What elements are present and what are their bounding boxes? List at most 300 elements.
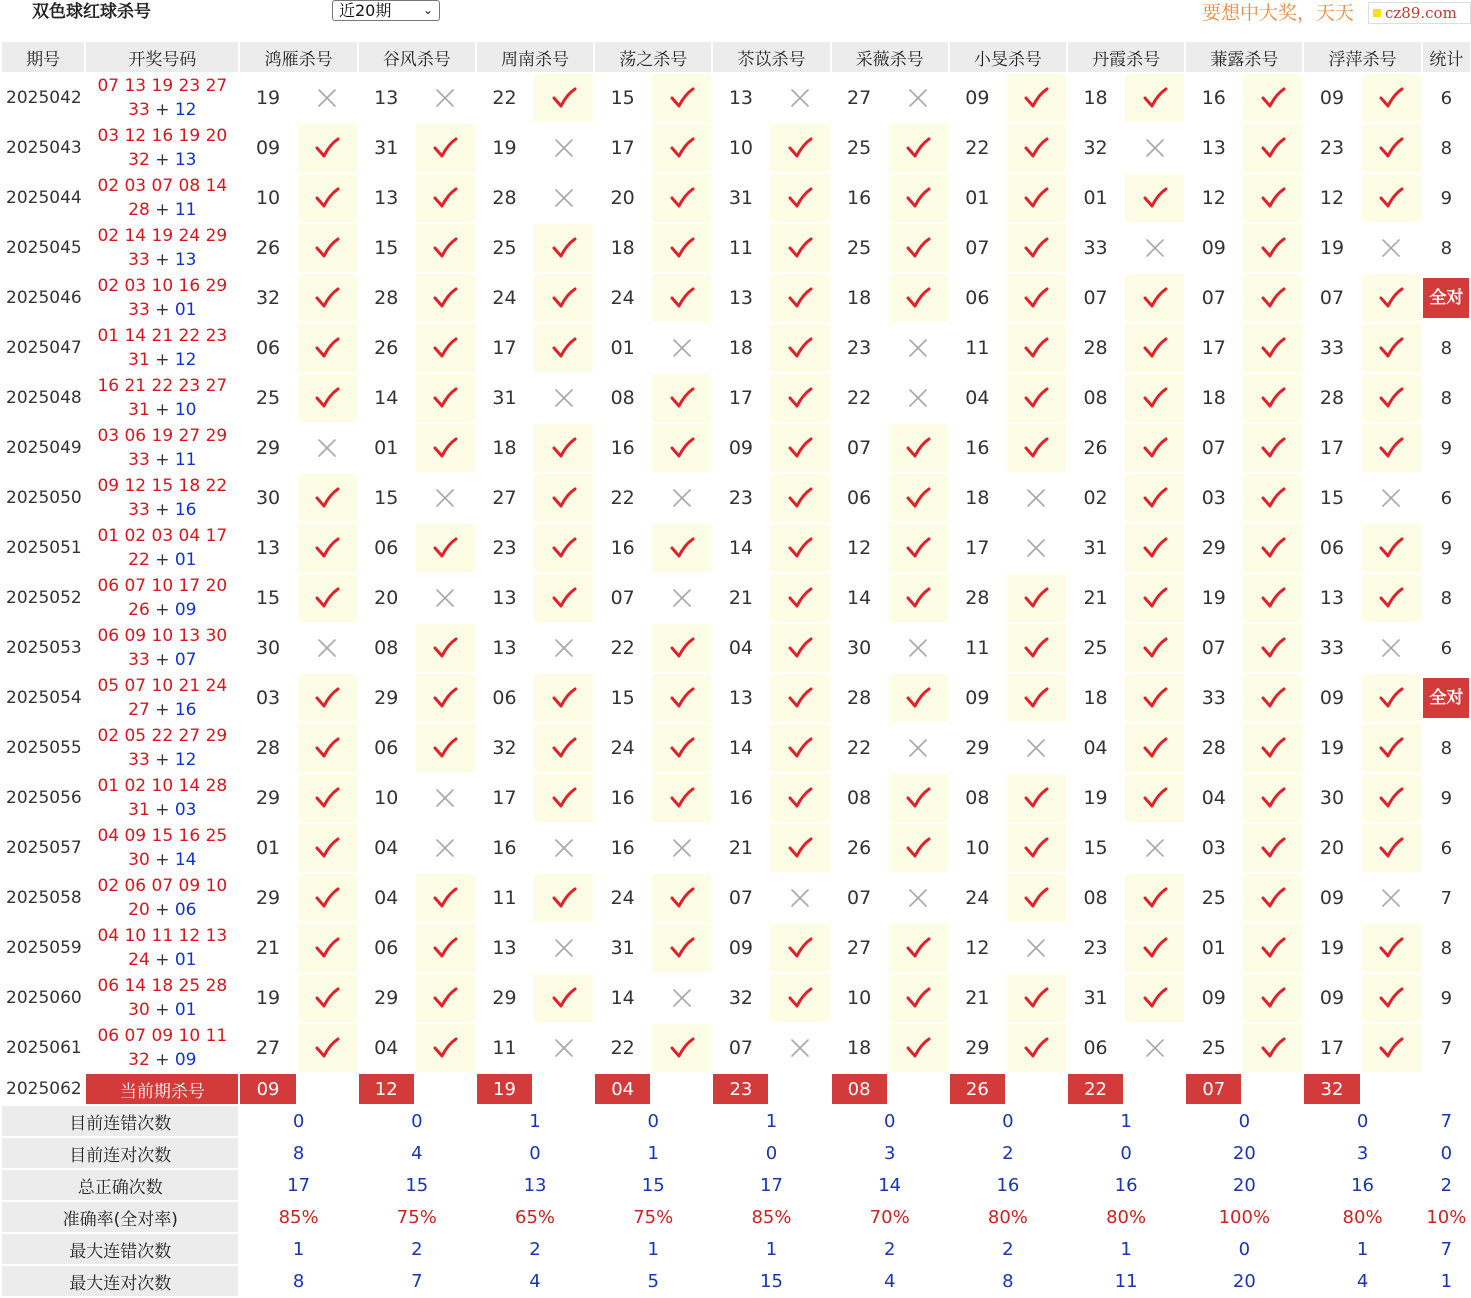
- current-kill-number: 07: [1186, 1074, 1241, 1104]
- plus-sign: +: [155, 950, 170, 970]
- draw-blue-ball: 01: [174, 550, 197, 570]
- draw-second-line: [86, 648, 238, 672]
- draw-numbers-cell: [86, 674, 238, 722]
- expert-pick: 16: [595, 774, 650, 822]
- stat-cell: 6: [1423, 624, 1470, 672]
- plus-sign: +: [155, 850, 170, 870]
- hit-mark: [1007, 424, 1066, 472]
- hit-mark: [534, 524, 593, 572]
- hit-mark: [416, 624, 475, 672]
- all-correct-badge: 全对: [1423, 278, 1469, 318]
- check-icon: [314, 736, 340, 760]
- hit-mark: [1362, 424, 1421, 472]
- draw-blue-ball: 01: [174, 1000, 197, 1020]
- check-icon: [314, 886, 340, 910]
- summary-value: 0: [713, 1138, 829, 1168]
- check-icon: [1023, 636, 1049, 660]
- table-body: [2, 74, 1470, 1296]
- plus-sign: +: [155, 750, 170, 770]
- expert-pick: 21: [240, 924, 295, 972]
- site-logo[interactable]: [1368, 2, 1471, 24]
- hit-mark: [770, 424, 829, 472]
- hit-mark: [298, 874, 357, 922]
- plus-sign: +: [155, 400, 170, 420]
- summary-value: 0: [950, 1106, 1066, 1136]
- draw-blue-ball: 12: [174, 750, 197, 770]
- hit-mark: [1007, 1024, 1066, 1072]
- hit-mark: [1362, 774, 1421, 822]
- hit-mark: [534, 274, 593, 322]
- current-blank: [1007, 1074, 1066, 1104]
- hit-mark: [534, 774, 593, 822]
- hit-mark: [652, 924, 711, 972]
- expert-pick: 31: [1068, 974, 1123, 1022]
- check-icon: [551, 336, 577, 360]
- cross-icon: [672, 988, 692, 1008]
- check-icon: [1260, 186, 1286, 210]
- expert-pick: 28: [950, 574, 1005, 622]
- expert-pick: 27: [832, 924, 887, 972]
- expert-pick: 15: [359, 224, 414, 272]
- check-icon: [1260, 586, 1286, 610]
- expert-pick: 10: [832, 974, 887, 1022]
- expert-pick: 10: [713, 124, 768, 172]
- hit-mark: [652, 74, 711, 122]
- expert-pick: 32: [1068, 124, 1123, 172]
- draw-red-balls: 02 06 07 09 10: [97, 876, 228, 896]
- draw-red-balls: 03 12 16 19 20: [97, 126, 228, 146]
- summary-value: 16: [1068, 1170, 1184, 1200]
- expert-pick: 17: [1304, 424, 1359, 472]
- expert-pick: 16: [950, 424, 1005, 472]
- issue-cell: 2025042: [2, 74, 84, 122]
- cross-icon: [1026, 938, 1046, 958]
- check-icon: [905, 186, 931, 210]
- summary-value: 1: [477, 1106, 593, 1136]
- draw-red-ball-6: 22: [128, 550, 150, 570]
- check-icon: [1378, 436, 1404, 460]
- hit-mark: [770, 524, 829, 572]
- draw-red-ball-6: 33: [128, 300, 150, 320]
- draw-second-line: [86, 448, 238, 472]
- check-icon: [1142, 286, 1168, 310]
- hit-mark: [652, 224, 711, 272]
- cross-icon: [554, 388, 574, 408]
- check-icon: [1023, 236, 1049, 260]
- hit-mark: [416, 324, 475, 372]
- expert-pick: 11: [477, 1024, 532, 1072]
- summary-value: 4: [477, 1266, 593, 1296]
- plus-sign: +: [155, 900, 170, 920]
- issue-cell: 2025047: [2, 324, 84, 372]
- period-select[interactable]: [332, 0, 440, 21]
- logo-dot-icon: [1373, 9, 1381, 17]
- current-issue-number: 2025062: [2, 1074, 84, 1104]
- hit-mark: [298, 124, 357, 172]
- check-icon: [551, 86, 577, 110]
- expert-pick: 13: [1304, 574, 1359, 622]
- expert-pick: 21: [713, 574, 768, 622]
- summary-value: 8: [950, 1266, 1066, 1296]
- hit-mark: [534, 474, 593, 522]
- hit-mark: [416, 424, 475, 472]
- miss-mark: [770, 874, 829, 922]
- draw-blue-ball: 01: [174, 950, 197, 970]
- hit-mark: [298, 224, 357, 272]
- plus-sign: +: [155, 100, 170, 120]
- table-row: [2, 674, 1470, 722]
- table-row: [2, 474, 1470, 522]
- expert-pick: 29: [1186, 524, 1241, 572]
- check-icon: [1260, 536, 1286, 560]
- expert-pick: 18: [1186, 374, 1241, 422]
- check-icon: [1142, 536, 1168, 560]
- miss-mark: [1007, 724, 1066, 772]
- expert-pick: 18: [832, 274, 887, 322]
- expert-pick: 10: [359, 774, 414, 822]
- hit-mark: [652, 674, 711, 722]
- expert-pick: 06: [240, 324, 295, 372]
- expert-pick: 30: [240, 474, 295, 522]
- expert-pick: 10: [950, 824, 1005, 872]
- col-header-expert: 浮萍杀号: [1304, 42, 1420, 72]
- current-blank: [889, 1074, 948, 1104]
- plus-sign: +: [155, 600, 170, 620]
- hit-mark: [1362, 174, 1421, 222]
- draw-blue-ball: 07: [174, 650, 197, 670]
- expert-pick: 18: [1068, 674, 1123, 722]
- check-icon: [1260, 836, 1286, 860]
- plus-sign: +: [155, 300, 170, 320]
- check-icon: [1260, 786, 1286, 810]
- summary-value: 15: [713, 1266, 829, 1296]
- miss-mark: [889, 624, 948, 672]
- check-icon: [1023, 86, 1049, 110]
- expert-pick: 01: [950, 174, 1005, 222]
- summary-value: 4: [359, 1138, 475, 1168]
- top-bar: [0, 0, 1471, 33]
- summary-value: 1: [713, 1234, 829, 1264]
- miss-mark: [1125, 1024, 1184, 1072]
- miss-mark: [416, 74, 475, 122]
- expert-pick: 13: [359, 174, 414, 222]
- hit-mark: [652, 774, 711, 822]
- expert-pick: 28: [477, 174, 532, 222]
- hit-mark: [534, 724, 593, 772]
- draw-red-ball-6: 33: [128, 100, 150, 120]
- table-header: [2, 42, 1470, 72]
- check-icon: [1142, 486, 1168, 510]
- cross-icon: [790, 1038, 810, 1058]
- draw-blue-ball: 01: [174, 300, 197, 320]
- check-icon: [314, 986, 340, 1010]
- draw-red-ball-6: 28: [128, 200, 150, 220]
- plus-sign: +: [155, 450, 170, 470]
- draw-second-line: [86, 98, 238, 122]
- summary-stat: 10%: [1423, 1202, 1470, 1232]
- hit-mark: [534, 324, 593, 372]
- issue-cell: 2025054: [2, 674, 84, 722]
- check-icon: [314, 486, 340, 510]
- current-kill-number: 12: [359, 1074, 414, 1104]
- issue-cell: 2025061: [2, 1024, 84, 1072]
- check-icon: [432, 1036, 458, 1060]
- hit-mark: [1243, 324, 1302, 372]
- miss-mark: [534, 174, 593, 222]
- expert-pick: 07: [1186, 274, 1241, 322]
- cross-icon: [672, 488, 692, 508]
- expert-pick: 30: [832, 624, 887, 672]
- expert-pick: 12: [950, 924, 1005, 972]
- expert-pick: 22: [950, 124, 1005, 172]
- expert-pick: 08: [595, 374, 650, 422]
- check-icon: [787, 836, 813, 860]
- summary-value: 17: [240, 1170, 356, 1200]
- hit-mark: [534, 974, 593, 1022]
- expert-pick: 07: [595, 574, 650, 622]
- expert-pick: 22: [832, 724, 887, 772]
- expert-pick: 13: [240, 524, 295, 572]
- hit-mark: [1362, 374, 1421, 422]
- miss-mark: [889, 874, 948, 922]
- check-icon: [314, 286, 340, 310]
- draw-blue-ball: 03: [174, 800, 197, 820]
- expert-pick: 29: [359, 674, 414, 722]
- issue-cell: 2025060: [2, 974, 84, 1022]
- expert-pick: 11: [713, 224, 768, 272]
- check-icon: [551, 686, 577, 710]
- table-row: [2, 174, 1470, 222]
- expert-pick: 04: [359, 1024, 414, 1072]
- hit-mark: [1243, 274, 1302, 322]
- col-header-expert: 周南杀号: [477, 42, 593, 72]
- check-icon: [551, 236, 577, 260]
- draw-second-line: [86, 948, 238, 972]
- issue-cell: 2025044: [2, 174, 84, 222]
- hit-mark: [298, 274, 357, 322]
- summary-stat: 7: [1423, 1106, 1470, 1136]
- draw-blue-ball: 09: [174, 1050, 197, 1070]
- expert-pick: 17: [1186, 324, 1241, 372]
- summary-value: 20: [1186, 1170, 1302, 1200]
- expert-pick: 07: [832, 874, 887, 922]
- issue-cell: 2025049: [2, 424, 84, 472]
- check-icon: [314, 586, 340, 610]
- current-kill-number: 19: [477, 1074, 532, 1104]
- summary-value: 8: [240, 1138, 356, 1168]
- col-header-expert: 苶苡杀号: [713, 42, 829, 72]
- hit-mark: [298, 774, 357, 822]
- summary-value: 0: [240, 1106, 356, 1136]
- check-icon: [905, 436, 931, 460]
- summary-value: 1: [713, 1106, 829, 1136]
- table-row: [2, 724, 1470, 772]
- expert-pick: 23: [477, 524, 532, 572]
- draw-blue-ball: 11: [174, 200, 197, 220]
- check-icon: [1378, 386, 1404, 410]
- hit-mark: [534, 424, 593, 472]
- issue-cell: 2025051: [2, 524, 84, 572]
- summary-value: 1: [1068, 1234, 1184, 1264]
- expert-pick: 28: [832, 674, 887, 722]
- cross-icon: [554, 1038, 574, 1058]
- miss-mark: [1007, 524, 1066, 572]
- expert-pick: 06: [477, 674, 532, 722]
- hit-mark: [652, 874, 711, 922]
- draw-red-ball-6: 24: [128, 950, 150, 970]
- draw-second-line: [86, 548, 238, 572]
- cross-icon: [435, 88, 455, 108]
- draw-second-line: [86, 498, 238, 522]
- hit-mark: [298, 574, 357, 622]
- check-icon: [669, 386, 695, 410]
- hit-mark: [652, 1024, 711, 1072]
- expert-pick: 01: [1068, 174, 1123, 222]
- check-icon: [787, 436, 813, 460]
- hit-mark: [1362, 324, 1421, 372]
- hit-mark: [1125, 724, 1184, 772]
- expert-pick: 04: [359, 874, 414, 922]
- expert-pick: 25: [240, 374, 295, 422]
- miss-mark: [1125, 124, 1184, 172]
- summary-value: 0: [477, 1138, 593, 1168]
- miss-mark: [416, 474, 475, 522]
- check-icon: [1260, 886, 1286, 910]
- hit-mark: [1243, 624, 1302, 672]
- expert-pick: 08: [832, 774, 887, 822]
- summary-label: 目前连对次数: [2, 1138, 238, 1168]
- check-icon: [1142, 786, 1168, 810]
- draw-red-balls: 04 09 15 16 25: [97, 826, 228, 846]
- check-icon: [1023, 586, 1049, 610]
- expert-pick: 25: [832, 124, 887, 172]
- hit-mark: [1362, 824, 1421, 872]
- expert-pick: 19: [1186, 574, 1241, 622]
- summary-value: 2: [950, 1138, 1066, 1168]
- expert-pick: 25: [1186, 1024, 1241, 1072]
- draw-red-balls: 06 09 10 13 30: [97, 626, 228, 646]
- expert-pick: 07: [713, 874, 768, 922]
- expert-pick: 06: [1068, 1024, 1123, 1072]
- expert-pick: 14: [713, 724, 768, 772]
- check-icon: [669, 236, 695, 260]
- check-icon: [905, 986, 931, 1010]
- expert-pick: 15: [1304, 474, 1359, 522]
- miss-mark: [416, 574, 475, 622]
- expert-pick: 33: [1068, 224, 1123, 272]
- check-icon: [1378, 936, 1404, 960]
- expert-pick: 27: [832, 74, 887, 122]
- hit-mark: [770, 924, 829, 972]
- summary-value: 15: [595, 1170, 711, 1200]
- expert-pick: 25: [477, 224, 532, 272]
- summary-value: 2: [950, 1234, 1066, 1264]
- kill-number-table: [0, 40, 1471, 1298]
- hit-mark: [889, 524, 948, 572]
- check-icon: [787, 736, 813, 760]
- expert-pick: 03: [240, 674, 295, 722]
- draw-blue-ball: 12: [174, 100, 197, 120]
- period-select-value: 近20期: [339, 1, 392, 20]
- draw-red-ball-6: 32: [128, 150, 150, 170]
- hit-mark: [770, 224, 829, 272]
- hit-mark: [770, 974, 829, 1022]
- draw-red-ball-6: 31: [128, 350, 150, 370]
- check-icon: [1142, 936, 1168, 960]
- cross-icon: [317, 88, 337, 108]
- issue-cell: 2025053: [2, 624, 84, 672]
- draw-numbers-cell: [86, 574, 238, 622]
- check-icon: [551, 986, 577, 1010]
- draw-red-balls: 06 07 09 10 11: [97, 1026, 228, 1046]
- hit-mark: [1243, 574, 1302, 622]
- stat-cell: 9: [1423, 524, 1470, 572]
- cross-icon: [1145, 138, 1165, 158]
- check-icon: [1023, 836, 1049, 860]
- check-icon: [1142, 386, 1168, 410]
- summary-row: [2, 1106, 1470, 1136]
- hit-mark: [1125, 674, 1184, 722]
- hit-mark: [1243, 874, 1302, 922]
- hit-mark: [1243, 224, 1302, 272]
- expert-pick: 13: [1186, 124, 1241, 172]
- draw-numbers-cell: [86, 824, 238, 872]
- expert-pick: 04: [359, 824, 414, 872]
- check-icon: [432, 736, 458, 760]
- stat-cell: 8: [1423, 324, 1470, 372]
- current-blank: [298, 1074, 357, 1104]
- check-icon: [1378, 786, 1404, 810]
- expert-pick: 19: [240, 974, 295, 1022]
- current-blank: [534, 1074, 593, 1104]
- hit-mark: [889, 174, 948, 222]
- expert-pick: 26: [240, 224, 295, 272]
- hit-mark: [770, 724, 829, 772]
- summary-value: 3: [832, 1138, 948, 1168]
- current-blank: [770, 1074, 829, 1104]
- check-icon: [787, 586, 813, 610]
- expert-pick: 15: [595, 74, 650, 122]
- table-row: [2, 1024, 1470, 1072]
- cross-icon: [1145, 238, 1165, 258]
- miss-mark: [652, 824, 711, 872]
- check-icon: [787, 186, 813, 210]
- expert-pick: 16: [1186, 74, 1241, 122]
- summary-value: 20: [1186, 1138, 1302, 1168]
- draw-red-balls: 01 02 03 04 17: [97, 526, 228, 546]
- expert-pick: 04: [950, 374, 1005, 422]
- check-icon: [1142, 86, 1168, 110]
- draw-red-balls: 02 05 22 27 29: [97, 726, 228, 746]
- hit-mark: [1007, 574, 1066, 622]
- summary-label: 最大连对次数: [2, 1266, 238, 1296]
- expert-pick: 29: [950, 724, 1005, 772]
- stat-cell: [1423, 274, 1470, 322]
- check-icon: [1378, 136, 1404, 160]
- cross-icon: [908, 388, 928, 408]
- hit-mark: [416, 174, 475, 222]
- check-icon: [905, 586, 931, 610]
- hit-mark: [298, 474, 357, 522]
- expert-pick: 18: [1068, 74, 1123, 122]
- expert-pick: 01: [1186, 924, 1241, 972]
- stat-cell: 8: [1423, 124, 1470, 172]
- cross-icon: [435, 838, 455, 858]
- check-icon: [905, 936, 931, 960]
- col-header-expert: 小旻杀号: [950, 42, 1066, 72]
- check-icon: [1378, 986, 1404, 1010]
- check-icon: [905, 786, 931, 810]
